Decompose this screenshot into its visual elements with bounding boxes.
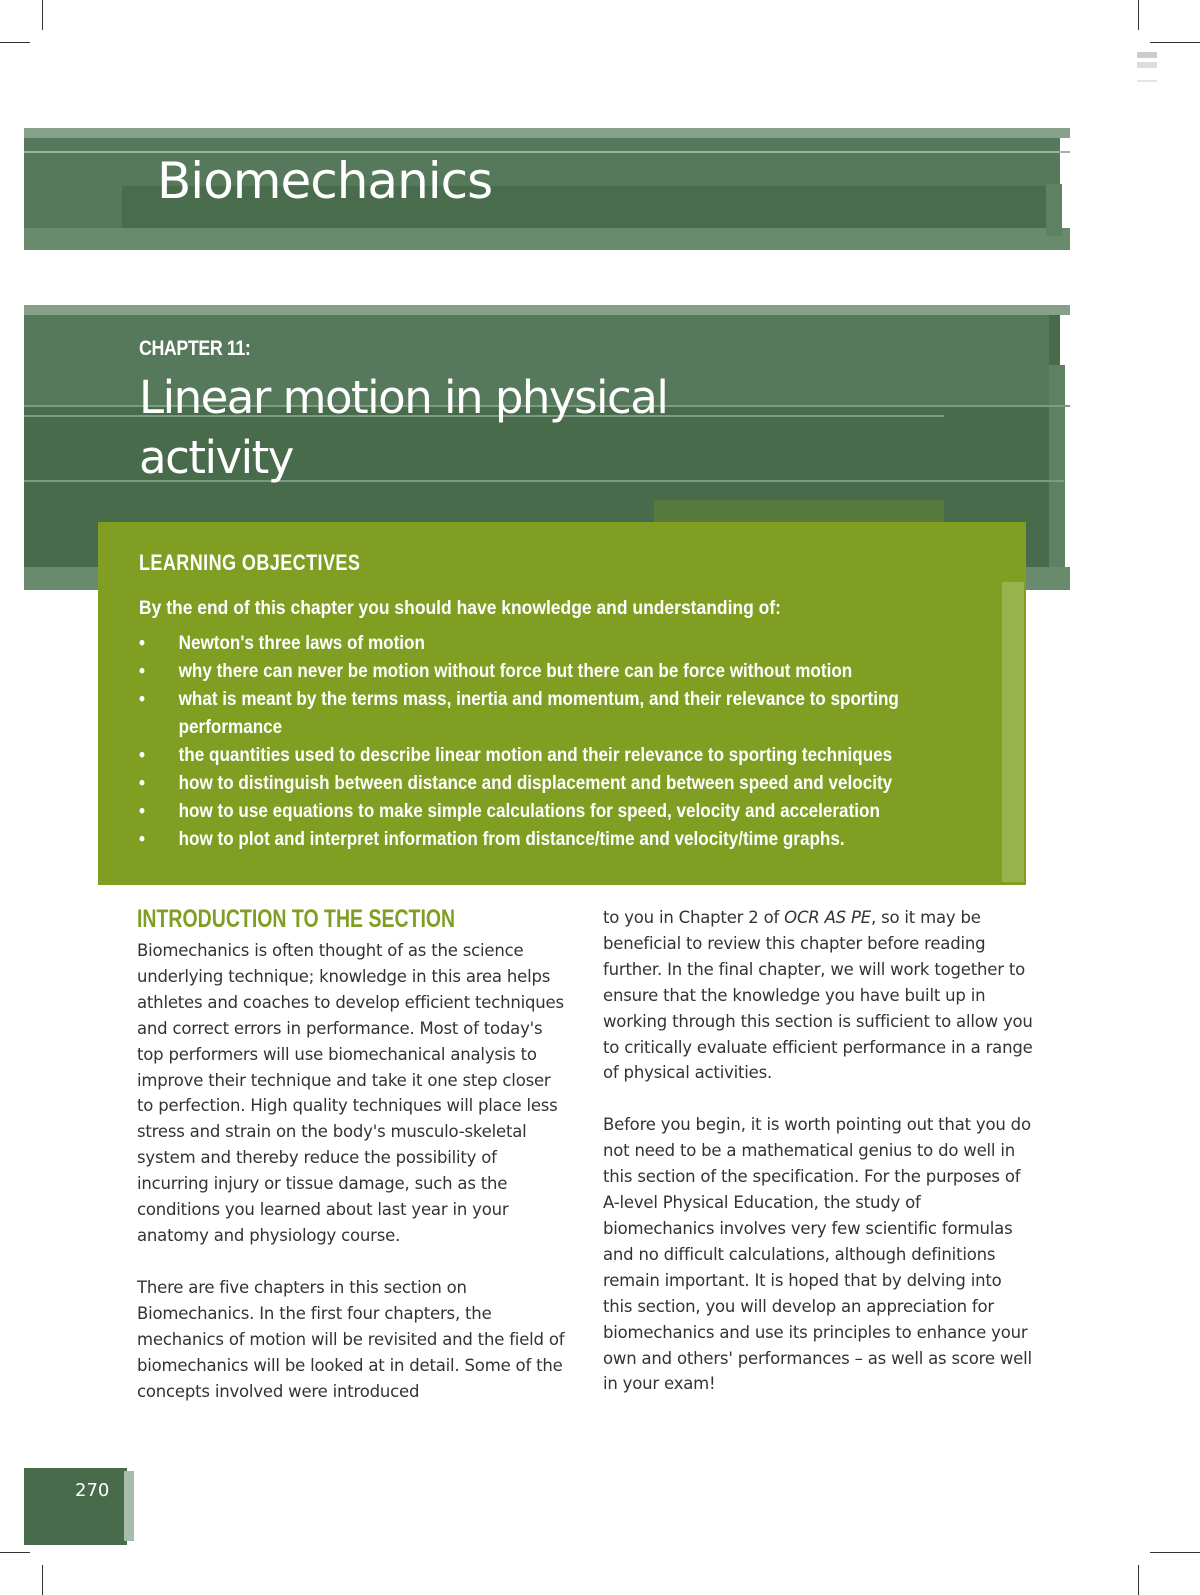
- crop-mark: [1150, 1552, 1200, 1553]
- objectives-list: [139, 630, 1003, 854]
- introduction-heading: INTRODUCTION TO THE SECTION: [137, 905, 456, 933]
- paragraph: There are five chapters in this section on Biomechanics. In the first four chapters, the mechanics of motion will be revisited and the field of biomechanics will be looked at in detail. Some of the concepts involved were introduced: [137, 1277, 565, 1401]
- paragraph: to you in Chapter 2 of OCR AS PE, so it may be beneficial to review this chapter before reading further. In the final chapter, we will work together to ensure that the knowledge you have built up in working through this section is sufficient to allow you to critically evaluate efficient performance in a range of physical activities.: [603, 908, 1033, 1083]
- list-item: • how to use equations to make simple calculations for speed, velocity and acceleration: [139, 801, 880, 822]
- crop-mark: [1138, 1565, 1139, 1595]
- color-bar: [1137, 52, 1157, 58]
- color-bar: [1137, 80, 1157, 82]
- book-title: OCR AS PE: [784, 908, 871, 927]
- section-title: Biomechanics: [157, 152, 493, 210]
- list-item: • what is meant by the terms mass, inertia and momentum, and their relevance to sporting performance: [139, 689, 899, 738]
- list-item: • how to plot and interpret information from distance/time and velocity/time graphs.: [139, 829, 845, 850]
- crop-mark: [1138, 0, 1139, 30]
- crop-mark: [42, 1565, 43, 1595]
- list-item: • Newton's three laws of motion: [139, 633, 425, 654]
- crop-mark: [0, 42, 30, 43]
- list-item: • the quantities used to describe linear motion and their relevance to sporting techniques: [139, 745, 893, 766]
- objectives-intro: By the end of this chapter you should have knowledge and understanding of:: [139, 598, 781, 619]
- crop-mark: [0, 1552, 30, 1553]
- list-item: • why there can never be motion without force but there can be force without motion: [139, 661, 853, 682]
- color-bar: [1137, 62, 1157, 68]
- chapter-title: Linear motion in physical activity: [139, 371, 668, 484]
- crop-mark: [42, 0, 43, 30]
- objectives-heading: LEARNING OBJECTIVES: [139, 550, 361, 575]
- paragraph: Biomechanics is often thought of as the science underlying technique; knowledge in this area helps athletes and coaches to develop efficient techniques and correct errors in performance. Most of today's top performers will use biomechanical analysis to improve their technique and take it one step closer to perfection. High quality techniques will place less stress and strain on the body's musculo-skeletal system and thereby reduce the possibility of incurring injury or tissue damage, such as the conditions you learned about last year in your anatomy and physiology course.: [137, 941, 564, 1245]
- crop-mark: [1150, 42, 1200, 43]
- page-number: 270: [75, 1480, 110, 1501]
- chapter-label: CHAPTER 11:: [139, 337, 251, 360]
- right-column: [603, 905, 1033, 1423]
- left-column: [137, 938, 567, 1430]
- list-item: • how to distinguish between distance and displacement and between speed and velocity: [139, 773, 893, 794]
- paragraph: Before you begin, it is worth pointing out that you do not need to be a mathematical genius to do well in this section of the specification. For the purposes of A-level Physical Education, the study of biomechanics involves very few scientific formulas and no difficult calculations, although definitions remain important. It is hoped that by delving into this section, you will develop an appreciation for biomechanics and use its principles to enhance your own and others' performances – as well as score well in your exam!: [603, 1115, 1032, 1394]
